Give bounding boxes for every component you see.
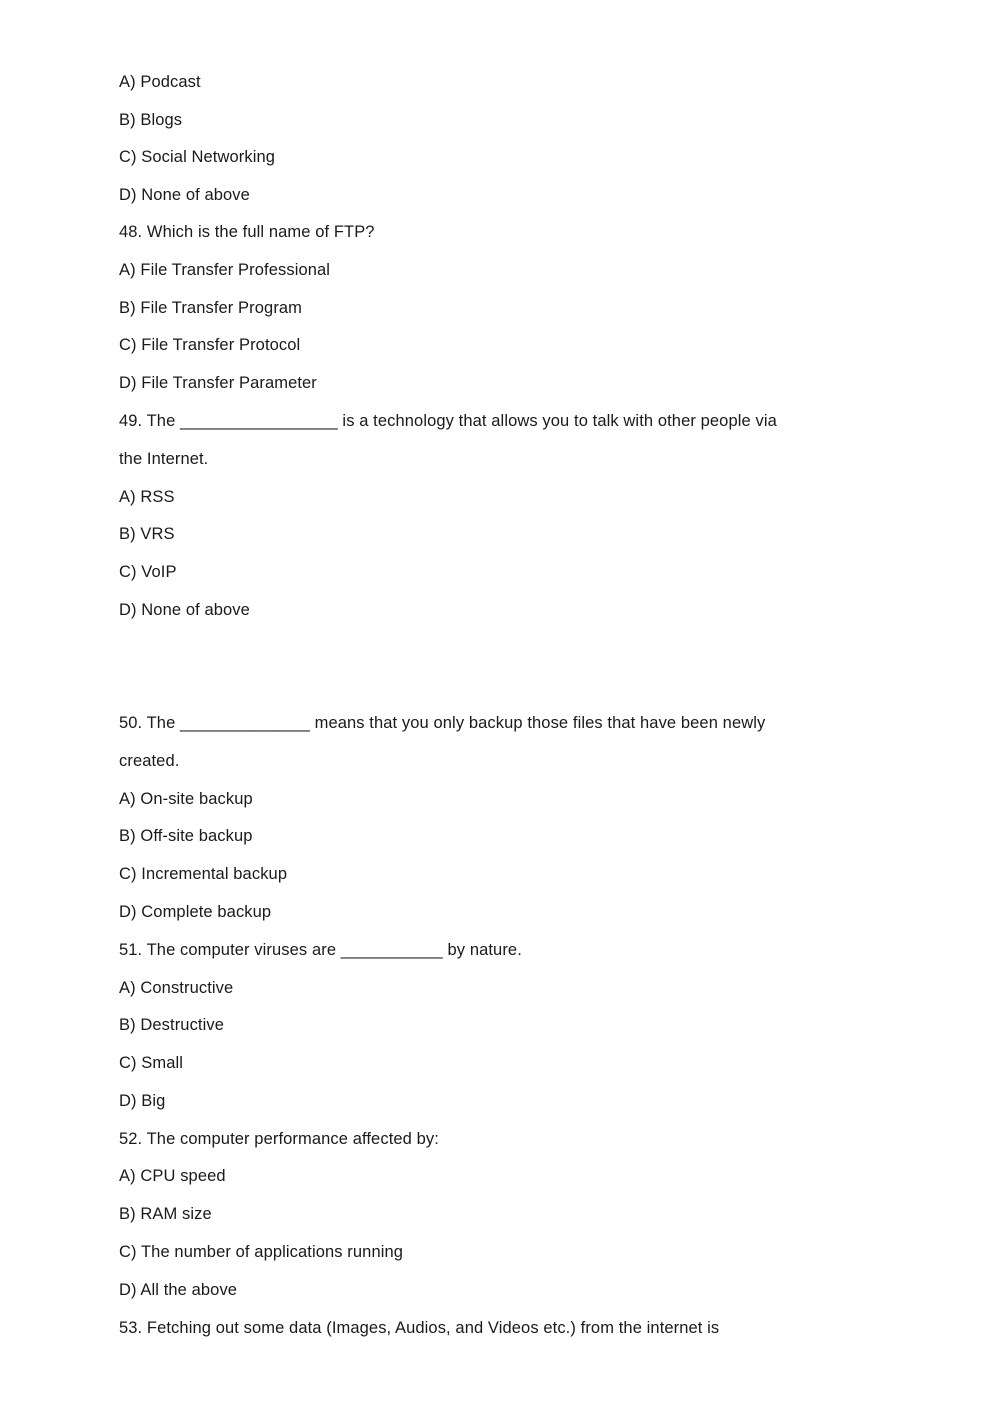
q52-option-b: B) RAM size (119, 1205, 212, 1223)
q49-option-b: B) VRS (119, 525, 175, 543)
q48-question: 48. Which is the full name of FTP? (119, 223, 375, 241)
q48-option-b: B) File Transfer Program (119, 299, 303, 317)
q50-option-d: D) Complete backup (119, 903, 272, 921)
q52-option-c: C) The number of applications running (119, 1243, 404, 1261)
q51-option-b: B) Destructive (119, 1016, 225, 1034)
q49-option-c: C) VoIP (119, 563, 177, 581)
q52-option-d: D) All the above (119, 1281, 238, 1299)
q50-question-line2: created. (119, 752, 180, 770)
q51-option-a: A) Constructive (119, 979, 234, 997)
q49-question-line1: 49. The _________________ is a technology that allows you to talk with other people via (119, 412, 777, 430)
q48-option-a: A) File Transfer Professional (119, 261, 331, 279)
q50-option-b: B) Off-site backup (119, 827, 253, 845)
q47-option-d: D) None of above (119, 186, 250, 204)
q52-option-a: A) CPU speed (119, 1167, 226, 1185)
q48-option-c: C) File Transfer Protocol (119, 336, 301, 354)
q53-question: 53. Fetching out some data (Images, Audios, and Videos etc.) from the internet is (119, 1319, 720, 1337)
q51-option-d: D) Big (119, 1092, 166, 1110)
q50-option-c: C) Incremental backup (119, 865, 288, 883)
q50-question-line1: 50. The ______________ means that you only backup those files that have been newly (119, 714, 766, 732)
q47-option-a: A) Podcast (119, 73, 201, 91)
q49-option-a: A) RSS (119, 488, 175, 506)
q49-question-line2: the Internet. (119, 450, 209, 468)
q51-question: 51. The computer viruses are ___________ by nature. (119, 941, 522, 959)
q48-option-d: D) File Transfer Parameter (119, 374, 317, 392)
q49-option-d: D) None of above (119, 601, 250, 619)
q50-option-a: A) On-site backup (119, 790, 253, 808)
q51-option-c: C) Small (119, 1054, 184, 1072)
q52-question: 52. The computer performance affected by: (119, 1130, 439, 1148)
q47-option-b: B) Blogs (119, 111, 183, 129)
q47-option-c: C) Social Networking (119, 148, 276, 166)
